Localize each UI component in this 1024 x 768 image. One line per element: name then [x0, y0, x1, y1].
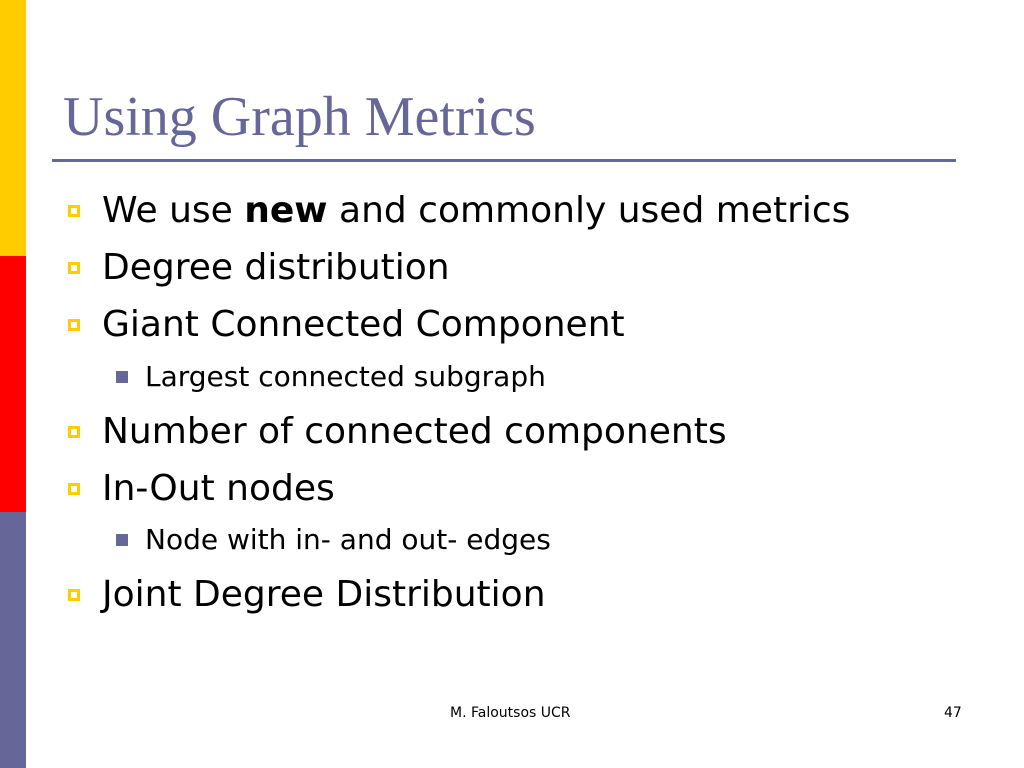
sub-bullet-item-in-out-edges — [116, 522, 551, 558]
page-number: 47 — [944, 705, 962, 721]
sub-bullet-item-largest-subgraph — [116, 359, 546, 395]
solid-square-bullet-icon — [116, 371, 128, 383]
bullet-text: Degree distribution — [102, 247, 450, 288]
hollow-square-bullet-icon — [68, 319, 80, 331]
sub-bullet-text: Node with in- and out- edges — [145, 523, 551, 556]
bullet-item-in-out-nodes — [64, 467, 335, 511]
hollow-square-bullet-icon — [68, 205, 80, 217]
hollow-square-bullet-icon — [68, 262, 80, 274]
slide-title: Using Graph Metrics — [63, 86, 536, 148]
bullet-text: Joint Degree Distribution — [102, 574, 546, 615]
hollow-square-bullet-icon — [68, 589, 80, 601]
bullet-item-number-of-components — [64, 410, 727, 454]
footer-author: M. Faloutsos UCR — [450, 705, 571, 721]
hollow-square-bullet-icon — [68, 483, 80, 495]
bullet-text: Giant Connected Component — [102, 304, 625, 345]
bullet-item-new-metrics — [64, 189, 850, 233]
bullet-text: In-Out nodes — [102, 468, 335, 509]
solid-square-bullet-icon — [116, 534, 128, 546]
bullet-text-bold: new — [244, 190, 328, 231]
hollow-square-bullet-icon — [68, 426, 80, 438]
bullet-text-post: and commonly used metrics — [327, 190, 851, 231]
bullet-item-giant-connected-component — [64, 303, 625, 347]
bullet-item-degree-distribution — [64, 246, 450, 290]
bullet-text-pre: We use — [102, 190, 245, 231]
sub-bullet-text: Largest connected subgraph — [145, 360, 546, 393]
bullet-text: Number of connected components — [102, 411, 727, 452]
bullet-text — [102, 190, 850, 231]
bullet-item-joint-degree-distribution — [64, 573, 546, 617]
